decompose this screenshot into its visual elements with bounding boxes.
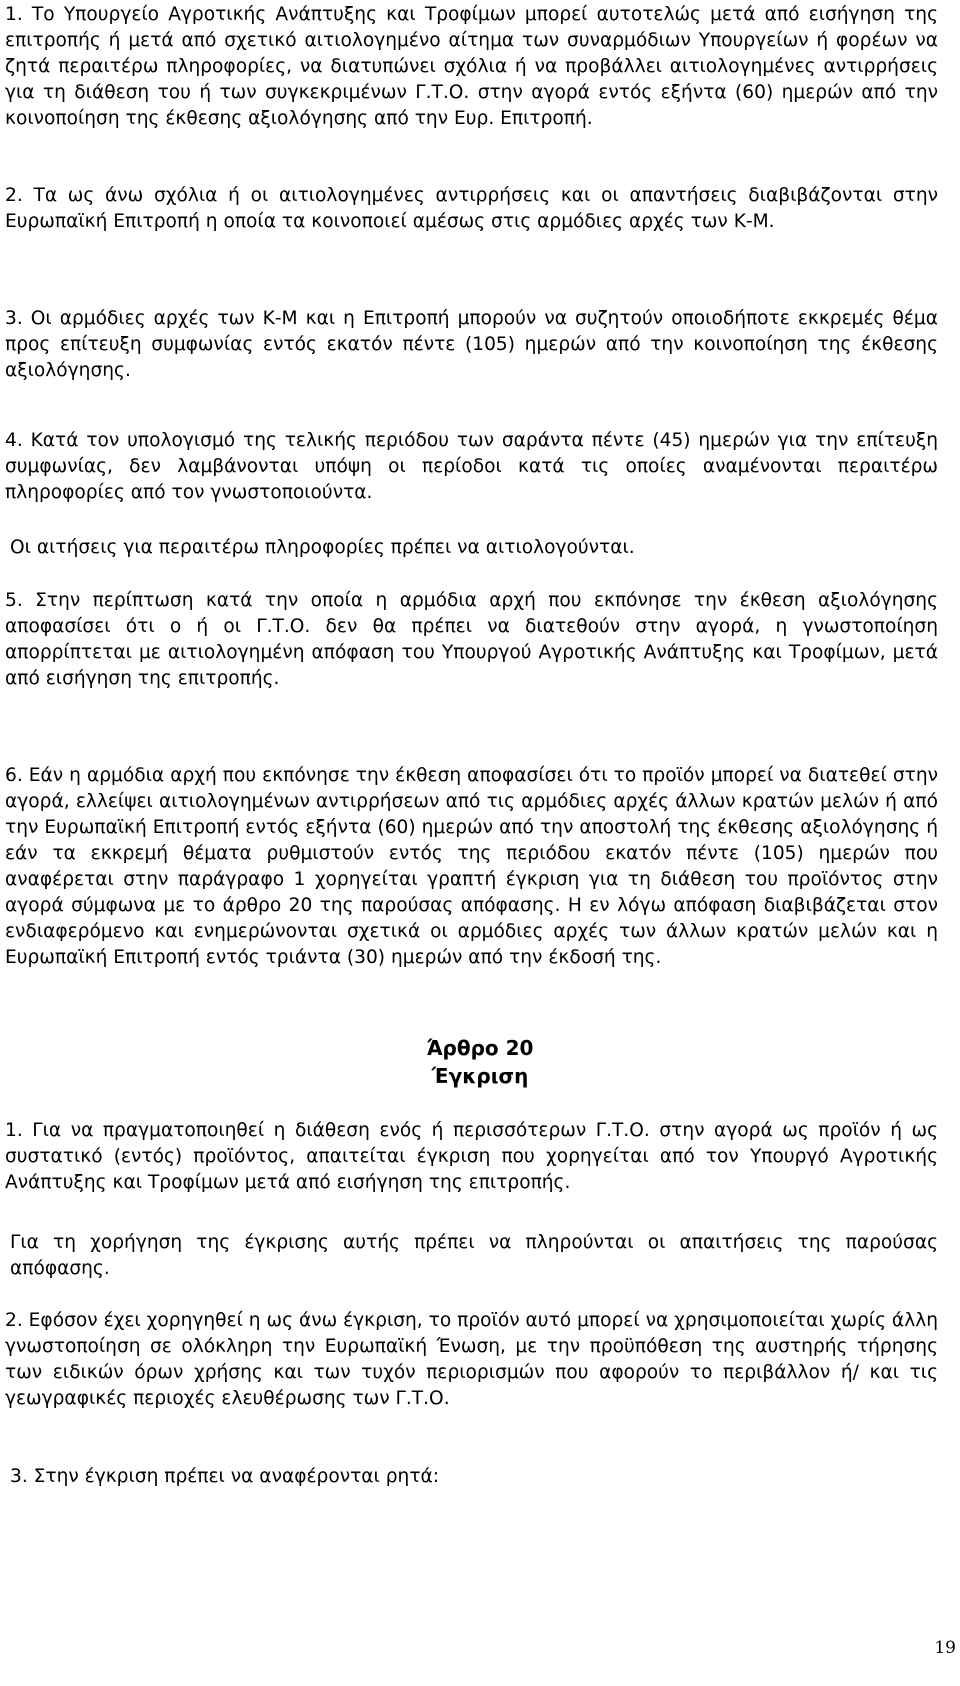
article-paragraph-2: 2. Εφόσον έχει χορηγηθεί η ως άνω έγκριση, το προϊόν αυτό μπορεί να χρησιμοποιείται χωρίς άλλη γνωστοποίηση σε ολόκληρη την Ευρωπαϊκή Ένωση, με την προϋπόθεση της αυστηρής τήρησης των ειδικών όρων χρήσης και των τυχόν περιορισμών που αφορούν το περιβάλλον ή/ και τις γεωγραφικές περιοχές ελευθέρωσης των Γ.Τ.Ο. [5, 1310, 938, 1409]
paragraph-4: 4. Κατά τον υπολογισμό της τελικής περιόδου των σαράντα πέντε (45) ημερών για την επίτευξη συμφωνίας, δεν λαμβάνονται υπόψη οι περίοδοι κατά τις οποίες αναμένονται περαιτέρω πληροφορίες από τον γνωστοποιούντα. [5, 430, 938, 503]
paragraph-4-note: Οι αιτήσεις για περαιτέρω πληροφορίες πρέπει να αιτιολογούνται. [10, 537, 635, 558]
paragraph-2: 2. Τα ως άνω σχόλια ή οι αιτιολογημένες αντιρρήσεις και οι απαντήσεις διαβιβάζονται στην Ευρωπαϊκή Επιτροπή η οποία τα κοινοποιεί αμέσως στις αρμόδιες αρχές των Κ-Μ. [5, 185, 938, 232]
article-paragraph-1: 1. Για να πραγματοποιηθεί η διάθεση ενός ή περισσότερων Γ.Τ.Ο. στην αγορά ως προϊόν ή ως συστατικό (εντός) προϊόντος, απαιτείται έγκριση που χορηγείται από τον Υπουργό Αγροτικής Ανάπτυξης και Τροφίμων μετά από εισήγηση της επιτροπής. [5, 1120, 938, 1193]
article-paragraph-1-note: Για τη χορήγηση της έγκρισης αυτής πρέπει να πληρούνται οι απαιτήσεις της παρούσας απόφασης. [10, 1232, 938, 1279]
paragraph-3: 3. Οι αρμόδιες αρχές των Κ-Μ και η Επιτροπή μπορούν να συζητούν οποιοδήποτε εκκρεμές θέμα προς επίτευξη συμφωνίας εντός εκατόν πέντε (105) ημερών από την κοινοποίηση της έκθεσης αξιολόγησης. [5, 308, 938, 381]
paragraph-5: 5. Στην περίπτωση κατά την οποία η αρμόδια αρχή που εκπόνησε την έκθεση αξιολόγησης αποφασίσει ότι ο ή οι Γ.Τ.Ο. δεν θα πρέπει να διατεθούν στην αγορά, η γνωστοποίηση απορρίπτεται με αιτιολογημένη απόφαση του Υπουργού Αγροτικής Ανάπτυξης και Τροφίμων, μετά από εισήγηση της επιτροπής. [5, 590, 938, 689]
article-title: Άρθρο 20 [426, 1036, 534, 1060]
article-subtitle: Έγκριση [431, 1064, 529, 1088]
article-paragraph-3: 3. Στην έγκριση πρέπει να αναφέρονται ρητά: [10, 1466, 440, 1487]
paragraph-6: 6. Εάν η αρμόδια αρχή που εκπόνησε την έκθεση αποφασίσει ότι το προϊόν μπορεί να διατεθεί στην αγορά, ελλείψει αιτιολογημένων αντιρρήσεων από τις αρμόδιες αρχές άλλων κρατών μελών ή από την Ευρωπαϊκή Επιτροπή εντός εξήντα (60) ημερών από την αποστολή της έκθεσης αξιολόγησης ή εάν τα εκκρεμή θέματα ρυθμιστούν εντός της περιόδου εκατόν πέντε (105) ημερών που αναφέρεται στην παράγραφο 1 χορηγείται γραπτή έγκριση για τη διάθεση του προϊόντος στην αγορά σύμφωνα με το άρθρο 20 της παρούσας απόφασης. Η εν λόγω απόφαση διαβιβάζεται στον ενδιαφερόμενο και ενημερώνονται σχετικά οι αρμόδιες αρχές των άλλων κρατών μελών και η Ευρωπαϊκή Επιτροπή εντός τριάντα (30) ημερών από την έκδοσή της. [5, 765, 938, 968]
page-number: 19 [934, 1638, 956, 1658]
paragraph-1: 1. Το Υπουργείο Αγροτικής Ανάπτυξης και Τροφίμων μπορεί αυτοτελώς μετά από εισήγηση της επιτροπής ή μετά από σχετικό αιτιολογημένο αίτημα των συναρμόδιων Υπουργείων ή φορέων να ζητά περαιτέρω πληροφορίες, να διατυπώνει σχόλια ή να προβάλλει αιτιολογημένες αντιρρήσεις για τη διάθεση του ή των συγκεκριμένων Γ.Τ.Ο. στην αγορά εντός εξήντα (60) ημερών από την κοινοποίηση της έκθεσης αξιολόγησης από την Ευρ. Επιτροπή. [5, 4, 938, 129]
